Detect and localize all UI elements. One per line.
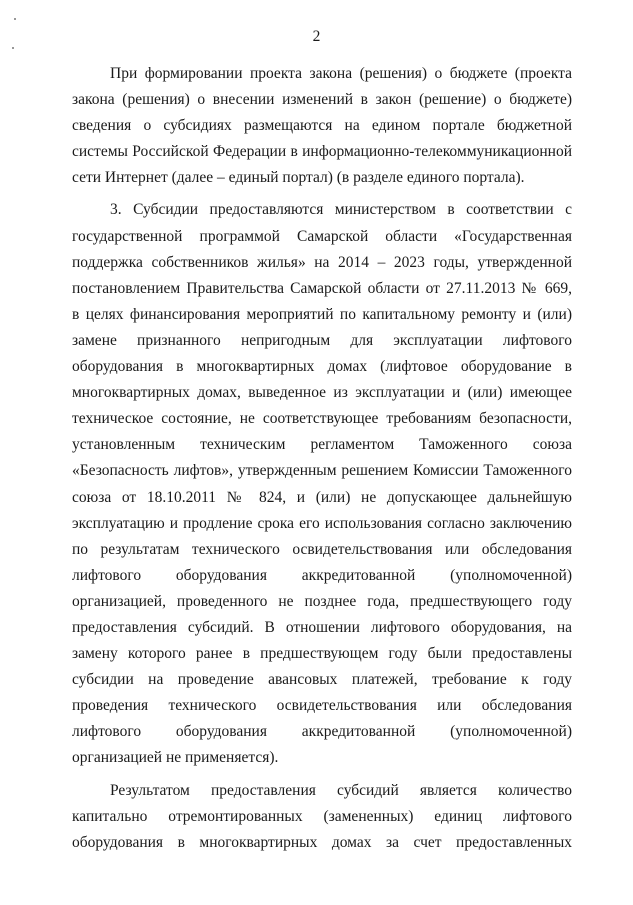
text-line: в целях финансирования мероприятий по капитальному ремонту и (или) [72,305,572,323]
scan-speck [14,18,16,20]
page-number: 2 [312,28,321,45]
text-line: лифтового оборудования аккредитованной (уполномоченной) [72,566,572,584]
paragraph-budget-portal [72,61,572,191]
paragraph-subsidies-provision [72,197,572,771]
text-line: оборудования в многоквартирных домах (лифтовое оборудование в [72,358,572,376]
text-line: оборудования в многоквартирных домах за счет предоставленных [72,833,572,851]
text-line: субсидии на проведение авансовых платежей, требование к году [72,671,572,689]
scan-speck [12,47,14,49]
text-line: организацией, проведенного не позднее года, предшествующего году [72,592,572,610]
text-line: многоквартирных домах, выведенное из эксплуатации и (или) имеющее [72,384,572,402]
text-line: сведения о субсидиях размещаются на едином портале бюджетной [72,117,572,135]
text-line: сети Интернет (далее – единый портал) (в разделе единого портала). [72,169,525,187]
paragraph-subsidies-result [72,778,572,856]
text-line: системы Российской Федерации в информационно-телекоммуникационной [72,143,572,161]
text-line: предоставления субсидий. В отношении лифтового оборудования, на [72,618,572,636]
document-body [72,61,572,856]
text-line: постановлением Правительства Самарской области от 27.11.2013 № 669, [72,279,572,297]
text-line: союза от 18.10.2011 № 824, и (или) не допускающее дальнейшую [72,488,572,506]
text-line: Результатом предоставления субсидий является количество [110,781,572,799]
text-line: установленным техническим регламентом Таможенного союза [72,436,572,454]
text-line: по результатам технического освидетельствования или обследования [72,540,572,558]
text-line: замену которого ранее в предшествующем году были предоставлены [72,645,572,663]
text-line: проведения технического освидетельствования или обследования [72,697,572,715]
text-line: эксплуатацию и продление срока его использования согласно заключению [72,514,572,532]
text-line: замене признанного непригодным для эксплуатации лифтового [72,331,572,349]
text-line: 3. Субсидии предоставляются министерством в соответствии с [110,201,572,219]
text-line: лифтового оборудования аккредитованной (уполномоченной) [72,723,572,741]
text-line: организацией не применяется). [72,749,279,767]
text-line: закона (решения) о внесении изменений в закон (решение) о бюджете) [72,91,572,109]
text-line: «Безопасность лифтов», утвержденным решением Комиссии Таможенного [72,462,572,480]
text-line: капитально отремонтированных (замененных) единиц лифтового [72,807,572,825]
text-line: государственной программой Самарской области «Государственная [72,227,572,245]
text-line: При формировании проекта закона (решения) о бюджете (проекта [110,65,572,82]
text-line: техническое состояние, не соответствующее требованиям безопасности, [72,410,572,428]
text-line: поддержка собственников жилья» на 2014 – 2023 годы, утвержденной [72,253,572,271]
